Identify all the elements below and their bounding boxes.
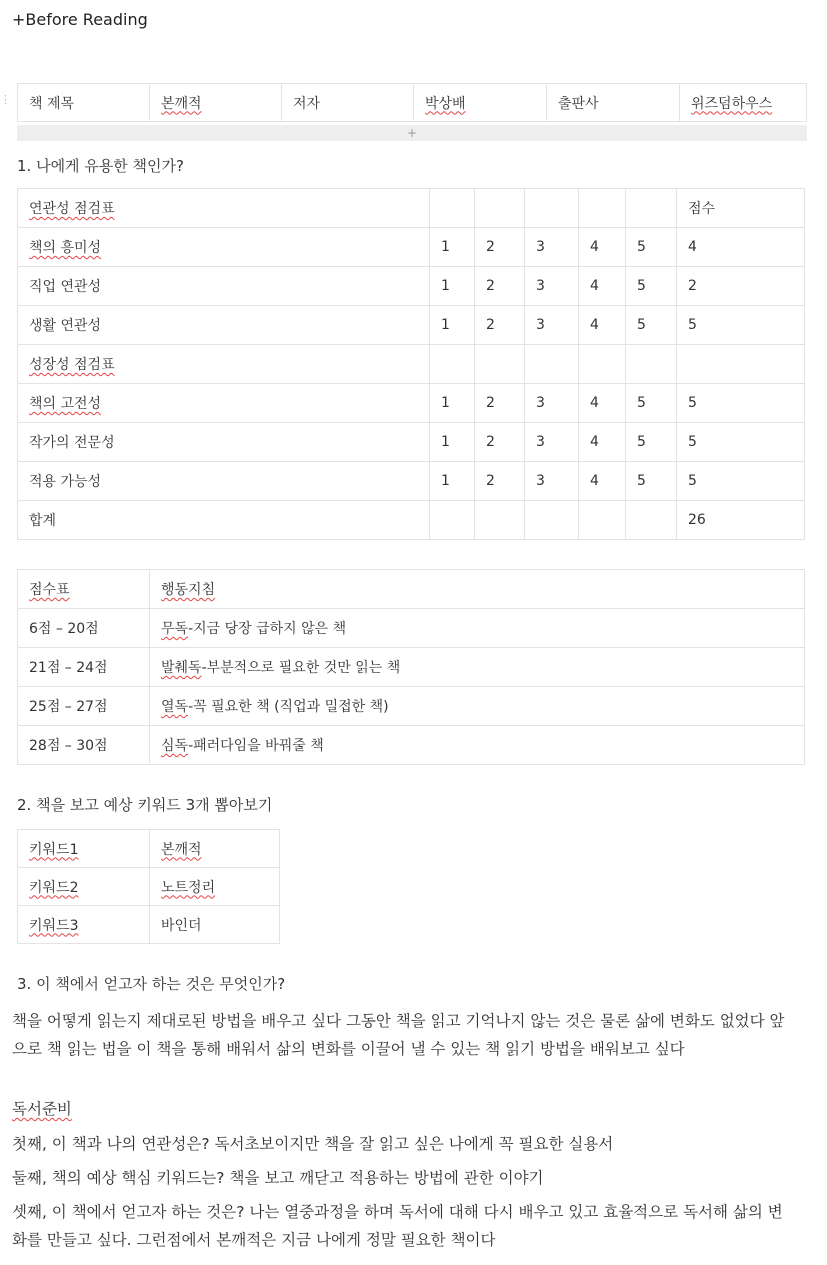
table-row bbox=[18, 906, 280, 944]
action-text[interactable]: 무독-지금 당장 급하지 않은 책 bbox=[150, 609, 805, 648]
scale-value[interactable] bbox=[430, 345, 475, 384]
scale-value[interactable]: 5 bbox=[626, 462, 677, 501]
action-text-rest: -꼭 필요한 책 (직업과 밀접한 책) bbox=[188, 699, 389, 715]
section2-heading: 2. 책을 보고 예상 키워드 3개 뽑아보기 bbox=[17, 796, 273, 814]
scale-value[interactable] bbox=[430, 501, 475, 540]
relevance-table bbox=[17, 188, 805, 540]
score-value[interactable]: 5 bbox=[677, 462, 805, 501]
scale-value[interactable]: 3 bbox=[525, 423, 579, 462]
scale-value[interactable] bbox=[626, 345, 677, 384]
score-value[interactable] bbox=[677, 345, 805, 384]
score-range[interactable]: 21점 – 24점 bbox=[18, 648, 150, 687]
section3-heading: 3. 이 책에서 얻고자 하는 것은 무엇인가? bbox=[17, 975, 286, 993]
scale-value[interactable]: 4 bbox=[579, 228, 626, 267]
keyword-table bbox=[17, 829, 280, 944]
table-row bbox=[18, 423, 805, 462]
add-row-button[interactable]: + bbox=[17, 125, 807, 141]
table-row bbox=[18, 609, 805, 648]
scale-value[interactable]: 2 bbox=[475, 423, 525, 462]
score-value[interactable]: 5 bbox=[677, 306, 805, 345]
score-range[interactable]: 25점 – 27점 bbox=[18, 687, 150, 726]
scale-value[interactable]: 5 bbox=[626, 384, 677, 423]
keyword-value[interactable]: 노트정리 bbox=[150, 868, 280, 906]
scale-value[interactable]: 5 bbox=[626, 306, 677, 345]
total-label: 합계 bbox=[18, 501, 430, 540]
score-guide-table bbox=[17, 569, 805, 765]
action-text-rest: -지금 당장 급하지 않은 책 bbox=[188, 621, 347, 637]
scale-value[interactable]: 3 bbox=[525, 306, 579, 345]
scale-value[interactable]: 4 bbox=[579, 462, 626, 501]
scale-value[interactable]: 5 bbox=[626, 267, 677, 306]
book-title-label: 책 제목 bbox=[18, 84, 150, 122]
criterion-label: 생활 연관성 bbox=[18, 306, 430, 345]
criterion-label: 작가의 전문성 bbox=[18, 423, 430, 462]
score-range[interactable]: 6점 – 20점 bbox=[18, 609, 150, 648]
scale-value[interactable]: 3 bbox=[525, 228, 579, 267]
scale-value[interactable]: 4 bbox=[579, 306, 626, 345]
table-row bbox=[18, 306, 805, 345]
table-row bbox=[18, 345, 805, 384]
relevance-header: 연관성 점검표 bbox=[18, 189, 430, 228]
scale-value[interactable] bbox=[579, 501, 626, 540]
action-text[interactable]: 열독-꼭 필요한 책 (직업과 밀접한 책) bbox=[150, 687, 805, 726]
scale-header-cell bbox=[579, 189, 626, 228]
book-title-value[interactable]: 본깨적 bbox=[150, 84, 282, 122]
scale-value[interactable]: 3 bbox=[525, 462, 579, 501]
scale-value[interactable] bbox=[475, 345, 525, 384]
page-title: +Before Reading bbox=[12, 10, 148, 29]
publisher-value[interactable]: 위즈덤하우스 bbox=[680, 84, 807, 122]
prep-line-3[interactable]: 셋째, 이 책에서 얻고자 하는 것은? 나는 열중과정을 하며 독서에 대해 다시 배우고 있고 효율적으로 독서해 삶의 변화를 만들고 싶다. 그런점에서 본깨적은 지금 나에게 정말 필요한 책이다 bbox=[12, 1203, 783, 1249]
scale-header-cell bbox=[430, 189, 475, 228]
action-text[interactable]: 심독-패러다임을 바꿔줄 책 bbox=[150, 726, 805, 765]
scale-value[interactable]: 2 bbox=[475, 384, 525, 423]
scale-value[interactable]: 5 bbox=[626, 228, 677, 267]
scale-value[interactable]: 4 bbox=[579, 267, 626, 306]
keyword-label: 키워드1 bbox=[18, 830, 150, 868]
action-text-rest: -부분적으로 필요한 것만 읽는 책 bbox=[201, 660, 401, 676]
scale-value[interactable]: 1 bbox=[430, 462, 475, 501]
scale-value[interactable]: 2 bbox=[475, 228, 525, 267]
criterion-label: 적용 가능성 bbox=[18, 462, 430, 501]
keyword-value[interactable]: 바인더 bbox=[150, 906, 280, 944]
score-header: 점수 bbox=[677, 189, 805, 228]
author-value[interactable]: 박상배 bbox=[414, 84, 547, 122]
table-row bbox=[18, 228, 805, 267]
table-row bbox=[18, 462, 805, 501]
scale-value[interactable]: 2 bbox=[475, 462, 525, 501]
criterion-label: 책의 고전성 bbox=[18, 384, 430, 423]
scale-value[interactable] bbox=[525, 501, 579, 540]
scale-value[interactable]: 1 bbox=[430, 228, 475, 267]
action-text[interactable]: 발췌독-부분적으로 필요한 것만 읽는 책 bbox=[150, 648, 805, 687]
table-row bbox=[18, 726, 805, 765]
score-range[interactable]: 28점 – 30점 bbox=[18, 726, 150, 765]
scale-value[interactable] bbox=[626, 501, 677, 540]
table-row bbox=[18, 868, 280, 906]
prep-line-1[interactable]: 첫째, 이 책과 나의 연관성은? 독서초보이지만 책을 잘 읽고 싶은 나에게 꼭 필요한 실용서 bbox=[12, 1135, 614, 1153]
reading-prep-label: 독서준비 bbox=[12, 1100, 72, 1118]
criterion-label: 직업 연관성 bbox=[18, 267, 430, 306]
scale-value[interactable]: 3 bbox=[525, 267, 579, 306]
scale-value[interactable]: 2 bbox=[475, 306, 525, 345]
score-value[interactable]: 5 bbox=[677, 423, 805, 462]
author-label: 저자 bbox=[282, 84, 414, 122]
scale-value[interactable]: 4 bbox=[579, 423, 626, 462]
table-row bbox=[18, 267, 805, 306]
keyword-label: 키워드3 bbox=[18, 906, 150, 944]
score-value[interactable]: 2 bbox=[677, 267, 805, 306]
action-text-rest: -패러다임을 바꿔줄 책 bbox=[188, 738, 324, 754]
scale-value[interactable]: 1 bbox=[430, 267, 475, 306]
growth-header: 성장성 점검표 bbox=[18, 345, 430, 384]
publisher-label: 출판사 bbox=[547, 84, 680, 122]
score-value[interactable]: 5 bbox=[677, 384, 805, 423]
score-value[interactable]: 4 bbox=[677, 228, 805, 267]
goal-paragraph[interactable]: 책을 어떻게 읽는지 제대로된 방법을 배우고 싶다 그동안 책을 읽고 기억나지 않는 것은 물론 삶에 변화도 없었다 앞으로 책 읽는 법을 이 책을 통해 배워서 삶의 변화를 이끌어 낼 수 있는 책 읽기 방법을 배워보고 싶다 bbox=[12, 1012, 785, 1058]
table-row bbox=[18, 648, 805, 687]
table-row bbox=[18, 830, 280, 868]
table-row bbox=[18, 687, 805, 726]
scale-header-cell bbox=[475, 189, 525, 228]
scale-value[interactable] bbox=[475, 501, 525, 540]
scale-header-cell bbox=[525, 189, 579, 228]
prep-line-2[interactable]: 둘째, 책의 예상 핵심 키워드는? 책을 보고 깨닫고 적용하는 방법에 관한 이야기 bbox=[12, 1169, 544, 1187]
scale-value[interactable] bbox=[525, 345, 579, 384]
keyword-label: 키워드2 bbox=[18, 868, 150, 906]
scale-value[interactable]: 4 bbox=[579, 384, 626, 423]
section1-heading: 1. 나에게 유용한 책인가? bbox=[17, 157, 184, 175]
scale-value[interactable]: 5 bbox=[626, 423, 677, 462]
book-info-table bbox=[17, 83, 807, 122]
scale-value[interactable]: 1 bbox=[430, 423, 475, 462]
action-guide-header: 행동지침 bbox=[150, 570, 805, 609]
scale-value[interactable]: 2 bbox=[475, 267, 525, 306]
scale-value[interactable]: 1 bbox=[430, 384, 475, 423]
score-guide-header: 점수표 bbox=[18, 570, 150, 609]
scale-value[interactable]: 3 bbox=[525, 384, 579, 423]
drag-handle-icon[interactable]: ⋮ bbox=[0, 93, 11, 106]
criterion-label: 책의 흥미성 bbox=[18, 228, 430, 267]
table-row bbox=[18, 501, 805, 540]
table-row bbox=[18, 384, 805, 423]
scale-value[interactable] bbox=[579, 345, 626, 384]
keyword-value[interactable]: 본깨적 bbox=[150, 830, 280, 868]
scale-value[interactable]: 1 bbox=[430, 306, 475, 345]
total-score-value[interactable]: 26 bbox=[677, 501, 805, 540]
scale-header-cell bbox=[626, 189, 677, 228]
